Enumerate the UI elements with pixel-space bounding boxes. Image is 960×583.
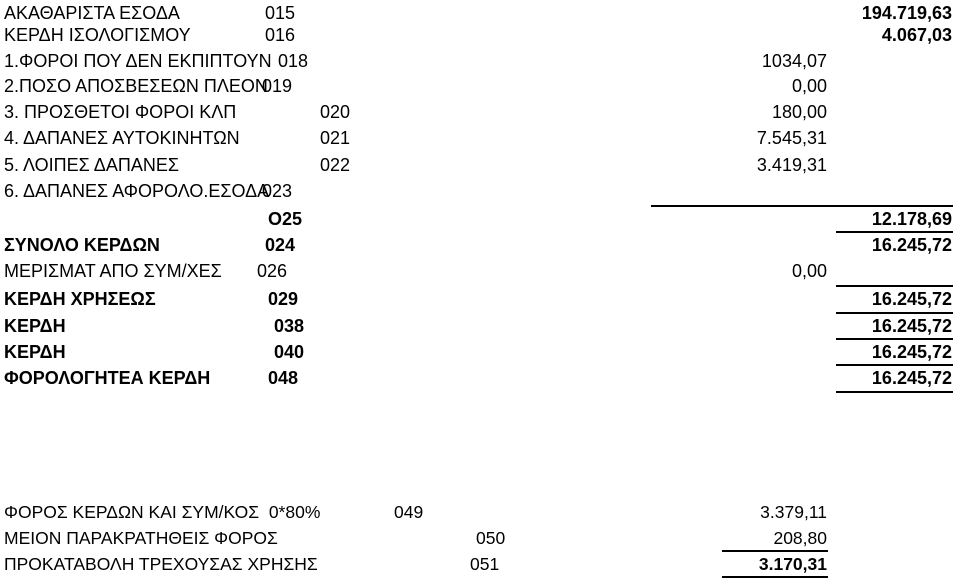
tax-code: 050: [476, 528, 506, 548]
row-020: [0, 99, 960, 125]
row-code: 023: [262, 181, 293, 201]
row-code: 038: [274, 316, 305, 336]
row-code: 026: [257, 261, 288, 281]
row-label: 2.ΠΟΣΟ ΑΠΟΣΒΕΣΕΩΝ ΠΛΕΟΝ: [4, 76, 268, 96]
row-code: 015: [265, 3, 296, 23]
tax-label: ΠΡΟΚΑΤΑΒΟΛΗ ΤΡΕΧΟΥΣΑΣ ΧΡΗΣΗΣ: [4, 554, 318, 574]
row-right-value: 16.245,72: [871, 316, 952, 336]
row-025: [0, 206, 960, 232]
tax-code: 049: [394, 502, 424, 522]
row-right-value: 194.719,63: [861, 3, 952, 23]
row-right-value: 4.067,03: [881, 25, 952, 45]
row-label: ΚΕΡΔΗ: [4, 316, 66, 336]
row-mid-value: 3.419,31: [756, 155, 827, 175]
tax-code: 051: [470, 554, 500, 574]
row-label: 4. ΔΑΠΑΝΕΣ ΑΥΤΟΚΙΝΗΤΩΝ: [4, 128, 240, 148]
row-mid-value: 0,00: [791, 261, 827, 281]
tax-rule-bottom: [722, 576, 828, 578]
tax-label: ΜΕΙΟΝ ΠΑΡΑΚΡΑΤΗΘΕΙΣ ΦΟΡΟΣ: [4, 528, 278, 548]
row-code: 040: [274, 342, 305, 362]
row-right-value: 12.178,69: [871, 209, 952, 229]
row-mid-value: 0,00: [791, 76, 827, 96]
row-right-value: 16.245,72: [871, 342, 952, 362]
row-code: 020: [320, 102, 351, 122]
row-019: [0, 73, 960, 99]
row-048: [0, 365, 960, 391]
row-right-value: 16.245,72: [871, 368, 952, 388]
tax-value: 3.379,11: [760, 502, 827, 522]
row-024: [0, 232, 960, 258]
row-right-value: 16.245,72: [871, 235, 952, 255]
row-code: Ο25: [268, 209, 303, 229]
row-code: 022: [320, 155, 351, 175]
row-label: 1.ΦΟΡΟΙ ΠΟΥ ΔΕΝ ΕΚΠΙΠΤΟΥΝ: [4, 51, 272, 71]
tax-row-050: [0, 525, 960, 551]
row-label: ΜΕΡΙΣΜΑΤ ΑΠΟ ΣΥΜ/ΧΕΣ: [4, 261, 222, 281]
row-label: ΣΥΝΟΛΟ ΚΕΡΔΩΝ: [4, 235, 160, 255]
row-code: 029: [268, 289, 299, 309]
row-right-value: 16.245,72: [871, 289, 952, 309]
row-mid-value: 7.545,31: [756, 128, 827, 148]
row-label: ΦΟΡΟΛΟΓΗΤΕΑ ΚΕΡΔΗ: [4, 368, 211, 388]
tax-label: ΦΟΡΟΣ ΚΕΡΔΩΝ ΚΑΙ ΣΥΜ/ΚΟΣ 0*80%: [4, 502, 321, 522]
row-040: [0, 339, 960, 365]
tax-value: 208,80: [773, 528, 827, 548]
tax-value: 3.170,31: [758, 554, 827, 574]
row-code: 016: [265, 25, 296, 45]
tax-row-051: [0, 551, 960, 577]
row-023: [0, 178, 960, 204]
row-label: ΚΕΡΔΗ ΙΣΟΛΟΓΙΣΜΟΥ: [4, 25, 191, 45]
row-mid-value: 1034,07: [761, 51, 827, 71]
row-mid-value: 180,00: [771, 102, 827, 122]
row-label: 5. ΛΟΙΠΕΣ ΔΑΠΑΝΕΣ: [4, 155, 179, 175]
row-021: [0, 125, 960, 151]
rule-048-bottom: [836, 391, 953, 393]
row-016: [0, 22, 960, 48]
tax-row-049: [0, 499, 960, 525]
row-label: ΚΕΡΔΗ: [4, 342, 66, 362]
row-code: 019: [262, 76, 293, 96]
row-code: 021: [320, 128, 351, 148]
row-code: 018: [278, 51, 309, 71]
row-026: [0, 258, 960, 284]
row-label: 3. ΠΡΟΣΘΕΤΟΙ ΦΟΡΟΙ ΚΛΠ: [4, 102, 237, 122]
row-label: ΚΕΡΔΗ ΧΡΗΣΕΩΣ: [4, 289, 156, 309]
row-029: [0, 286, 960, 312]
row-018: [0, 48, 960, 74]
row-code: 048: [268, 368, 299, 388]
row-code: 024: [265, 235, 296, 255]
row-038: [0, 313, 960, 339]
row-label: ΑΚΑΘΑΡΙΣΤΑ ΕΣΟΔΑ: [4, 3, 180, 23]
row-label: 6. ΔΑΠΑΝΕΣ ΑΦΟΡΟΛΟ.ΕΣΟΔΑ: [4, 181, 270, 201]
row-022: [0, 152, 960, 178]
